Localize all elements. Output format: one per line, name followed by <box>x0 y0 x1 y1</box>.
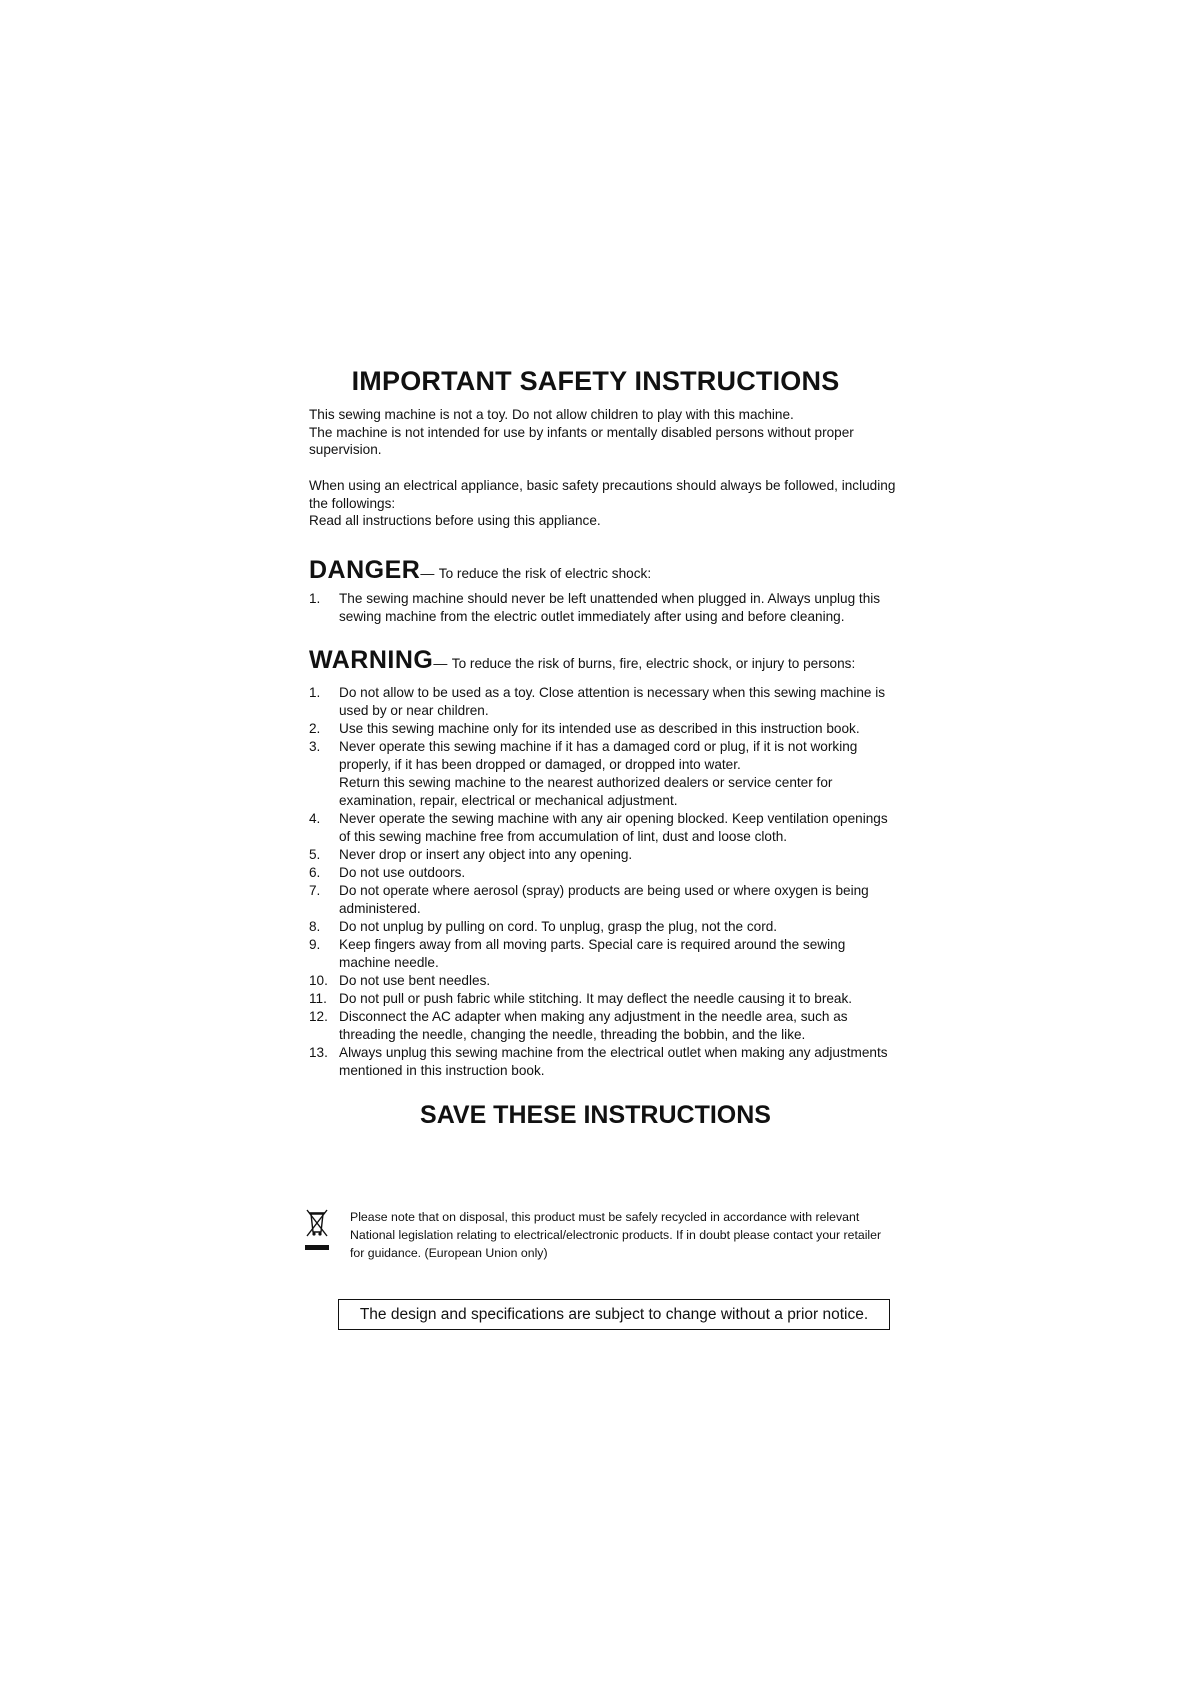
text-line: the followings: <box>309 495 396 511</box>
disposal-notice <box>350 1208 881 1262</box>
text-line: This sewing machine is not a toy. Do not allow children to play with this machine. <box>309 407 794 422</box>
item-number: 1. <box>309 591 321 606</box>
danger-label: DANGER <box>309 556 421 584</box>
danger-heading <box>309 556 651 585</box>
item-number: 8. <box>309 919 321 934</box>
item-text-line: used by or near children. <box>339 703 489 718</box>
text-line: National legislation relating to electrical/electronic products. If in doubt please contact your retailer <box>350 1228 882 1242</box>
dash: — <box>433 655 448 671</box>
item-number: 4. <box>309 811 321 826</box>
text-line: for guidance. (European Union only) <box>350 1246 548 1260</box>
item-text-line: properly, if it has been dropped or damaged, or dropped into water. <box>339 757 741 772</box>
specification-change-notice: The design and specifications are subject to change without a prior notice. <box>338 1299 890 1330</box>
crossed-out-wheelie-bin-icon <box>305 1208 329 1252</box>
item-text-line: mentioned in this instruction book. <box>339 1063 545 1078</box>
dash: — <box>420 565 435 581</box>
danger-list <box>309 590 969 626</box>
item-number: 9. <box>309 937 321 952</box>
list-item <box>309 1008 969 1044</box>
intro-paragraph-2 <box>309 477 969 530</box>
list-item <box>309 918 969 936</box>
page-title: IMPORTANT SAFETY INSTRUCTIONS <box>351 366 840 396</box>
item-text-line: administered. <box>339 901 421 916</box>
text-line: Read all instructions before using this appliance. <box>309 513 601 529</box>
item-number: 2. <box>309 721 321 736</box>
list-item <box>309 972 969 990</box>
item-number: 1. <box>309 685 321 700</box>
item-text-line: threading the needle, changing the needle, threading the bobbin, and the like. <box>339 1027 806 1042</box>
item-number: 7. <box>309 883 321 898</box>
list-item <box>309 882 969 918</box>
item-number: 11. <box>309 991 327 1006</box>
item-text-line: Never operate this sewing machine if it has a damaged cord or plug, if it is not working <box>339 739 858 754</box>
item-text-line: sewing machine from the electric outlet immediately after using and before cleaning. <box>339 609 845 624</box>
item-text-line: The sewing machine should never be left unattended when plugged in. Always unplug this <box>339 591 881 606</box>
text-line: Please note that on disposal, this product must be safely recycled in accordance with relevant <box>350 1210 860 1224</box>
list-item <box>309 990 969 1008</box>
intro-paragraph-1 <box>309 406 969 459</box>
list-item <box>309 720 969 738</box>
item-text-line: Use this sewing machine only for its intended use as described in this instruction book. <box>339 721 860 736</box>
item-number: 6. <box>309 865 321 880</box>
list-item <box>309 936 969 972</box>
item-number: 13. <box>309 1045 328 1060</box>
text-line: supervision. <box>309 442 382 458</box>
item-text-line: Never drop or insert any object into any opening. <box>339 847 633 862</box>
item-text-line: Disconnect the AC adapter when making any adjustment in the needle area, such as <box>339 1009 848 1024</box>
item-text-line: Do not pull or push fabric while stitching. It may deflect the needle causing it to break. <box>339 991 853 1006</box>
item-number: 5. <box>309 847 321 862</box>
text-line: The machine is not intended for use by infants or mentally disabled persons without proper <box>309 424 854 440</box>
warning-subtitle: To reduce the risk of burns, fire, electric shock, or injury to persons: <box>451 656 856 671</box>
list-item <box>309 738 969 810</box>
warning-label: WARNING <box>309 646 434 674</box>
item-number: 12. <box>309 1009 328 1024</box>
item-text-line: Keep fingers away from all moving parts. Special care is required around the sewing <box>339 937 846 952</box>
item-text-line: Do not use outdoors. <box>339 865 466 880</box>
warning-heading <box>309 646 855 675</box>
item-text-line: Never operate the sewing machine with any air opening blocked. Keep ventilation openings <box>339 811 888 826</box>
item-text-line: Do not operate where aerosol (spray) products are being used or where oxygen is being <box>339 883 869 898</box>
item-text-line: Do not allow to be used as a toy. Close attention is necessary when this sewing machine is <box>339 685 886 700</box>
item-text-line: of this sewing machine free from accumulation of lint, dust and loose cloth. <box>339 829 788 844</box>
list-item <box>309 1044 969 1080</box>
list-item <box>309 684 969 720</box>
danger-subtitle: To reduce the risk of electric shock: <box>438 566 652 581</box>
list-item <box>309 590 969 626</box>
item-text-line: machine needle. <box>339 955 439 970</box>
warning-list <box>309 684 969 1080</box>
save-instructions-title: SAVE THESE INSTRUCTIONS <box>420 1101 771 1129</box>
list-item <box>309 810 969 846</box>
item-number: 10. <box>309 973 328 988</box>
item-text-line: Return this sewing machine to the nearest authorized dealers or service center for <box>339 775 833 790</box>
item-text-line: Always unplug this sewing machine from the electrical outlet when making any adjustments <box>339 1045 888 1060</box>
list-item <box>309 846 969 864</box>
item-text-line: Do not use bent needles. <box>339 973 491 988</box>
item-number: 3. <box>309 739 321 754</box>
item-text-line: Do not unplug by pulling on cord. To unplug, grasp the plug, not the cord. <box>339 919 778 934</box>
list-item <box>309 864 969 882</box>
item-text-line: examination, repair, electrical or mechanical adjustment. <box>339 793 678 808</box>
text-line: When using an electrical appliance, basic safety precautions should always be followed, including <box>309 478 896 493</box>
